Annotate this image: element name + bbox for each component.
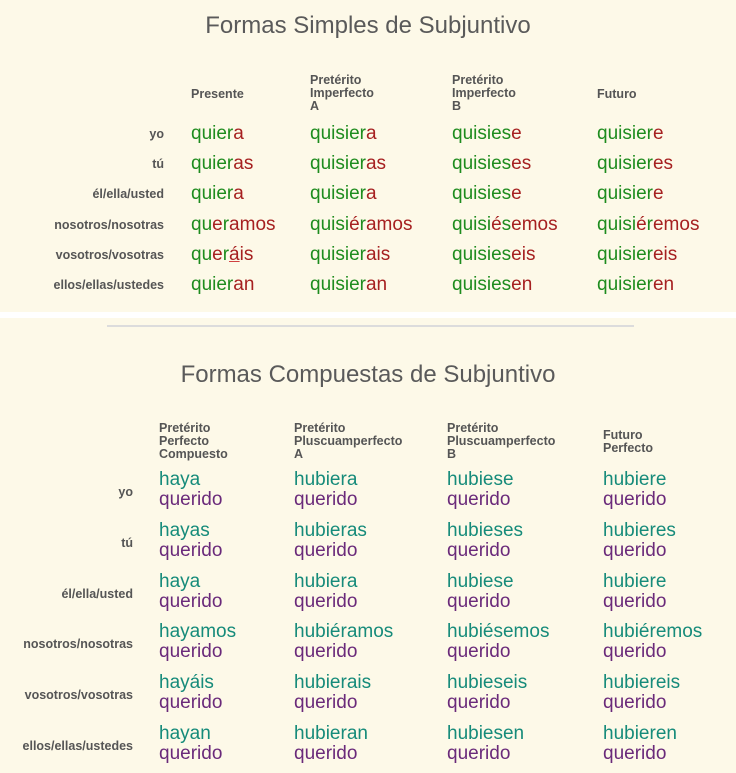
verb-stem: quisier [597,123,653,144]
verb-stem: quisier [310,153,366,175]
verb-form [310,183,377,205]
auxiliary-verb: hubiéramos [294,621,394,643]
auxiliary-verb: haya [159,570,201,592]
simple-forms-title: Formas Simples de Subjuntivo [205,12,531,39]
verb-stem: quisier [310,183,366,205]
participle: querido [159,489,223,510]
verb-ending: as [365,153,387,175]
verb-ending: amos [229,213,276,235]
verb-form [452,153,531,175]
verb-ending: eis [511,243,536,265]
verb-ending: e [511,183,522,205]
verb-ending: en [511,274,533,295]
auxiliary-verb: hubieren [603,723,677,744]
participle: querido [603,743,667,764]
verb-stem: quisies [452,243,512,265]
verb-stem: quier [191,183,234,205]
verb-ending: emos [652,213,700,235]
verb-ending: is [239,243,254,265]
verb-stem: s [501,213,512,235]
header-futuro: Futuro [597,87,637,101]
verb-ending: e [652,123,664,144]
section-divider [107,325,634,327]
participle: querido [294,489,358,510]
pronoun-label: yo [118,485,133,499]
verb-ending: a [233,183,244,205]
verb-form [310,123,377,145]
participle: querido [447,641,511,663]
verb-stem: quisier [597,274,653,295]
auxiliary-verb: hubiese [447,469,514,490]
participle: querido [603,489,667,510]
verb-ending: é [491,213,502,235]
participle: querido [294,692,358,714]
verb-ending: e [212,213,223,235]
participle: querido [159,539,223,561]
auxiliary-verb: hubiereis [603,672,681,694]
verb-ending: e [652,183,664,205]
header-imperfecto-b: Pretérito Imperfecto B [452,73,516,113]
verb-form [191,274,254,296]
auxiliary-verb: hayan [159,723,211,744]
auxiliary-verb: hubiesen [447,723,525,744]
verb-stem: quisier [310,123,366,144]
verb-ending: es [511,153,532,175]
verb-ending: eis [652,243,678,265]
verb-stem: quier [191,274,234,295]
verb-stem: quisi [597,213,637,235]
header-perfecto-compuesto: Pretérito Perfecto Compuesto [159,421,228,461]
verb-ending: a [365,183,377,205]
verb-ending: an [365,274,388,295]
verb-stem: quier [191,123,234,144]
verb-form [597,153,673,175]
verb-form [191,153,253,175]
verb-form [597,244,677,266]
verb-stem: qu [191,243,213,265]
verb-form [452,244,535,266]
auxiliary-verb: hayamos [159,621,237,643]
verb-stem: r [646,213,653,235]
verb-stem: quisi [452,213,492,235]
verb-form [452,274,532,296]
participle: querido [447,590,511,612]
verb-ending: ais [365,243,391,265]
verb-ending: e [212,243,223,265]
header-pluscuamperfecto-a: Pretérito Pluscuamperfecto A [294,421,403,461]
verb-ending: emos [511,213,558,235]
verb-stem: quisier [310,243,366,265]
verb-stem: quisies [452,153,512,175]
pronoun-label: vosotros/vosotras [55,247,164,262]
verb-ending: a [233,123,244,144]
verb-ending: á [229,243,240,265]
verb-stem: quisier [597,153,653,175]
participle: querido [447,743,511,764]
participle: querido [294,743,358,764]
verb-form [597,214,699,236]
verb-form [597,274,674,296]
participle: querido [603,539,667,561]
verb-stem: quisies [452,123,512,144]
participle: querido [294,539,358,561]
verb-ending: as [233,153,254,175]
pronoun-label: tú [121,535,133,550]
verb-stem: quisi [310,213,350,235]
verb-form [310,274,387,296]
auxiliary-verb: haya [159,469,201,490]
auxiliary-verb: hubieses [447,519,524,541]
participle: querido [447,539,511,561]
verb-stem: quisies [452,274,512,295]
participle: querido [447,489,511,510]
pronoun-label: vosotros/vosotras [24,688,133,703]
participle: querido [159,743,223,764]
verb-ending: es [652,153,674,175]
auxiliary-verb: hubierais [294,672,372,694]
verb-form [191,244,253,266]
auxiliary-verb: hubiere [603,469,667,490]
auxiliary-verb: hubieres [603,519,676,541]
verb-form [310,214,412,236]
verb-stem: quisies [452,183,512,205]
auxiliary-verb: hubiéremos [603,621,703,643]
verb-ending: e [511,123,522,144]
pronoun-label: ellos/ellas/ustedes [22,739,133,753]
verb-form [597,123,664,145]
pronoun-label: yo [149,127,164,141]
verb-form [310,153,386,175]
pronoun-label: él/ella/usted [92,187,164,202]
verb-form [452,123,522,145]
header-imperfecto-a: Pretérito Imperfecto A [310,73,374,113]
participle: querido [447,692,511,714]
auxiliary-verb: hubiese [447,570,514,592]
participle: querido [603,641,667,663]
simple-forms-panel [0,0,736,312]
compound-forms-title: Formas Compuestas de Subjuntivo [180,361,556,388]
verb-form [452,183,522,205]
auxiliary-verb: hubiera [294,469,358,490]
verb-stem: quisier [597,183,653,205]
participle: querido [159,692,223,714]
auxiliary-verb: hubiere [603,570,667,592]
participle: querido [159,590,223,612]
pronoun-label: nosotros/nosotras [54,217,164,232]
verb-stem: qu [191,213,213,235]
verb-form [597,183,664,205]
verb-ending: amos [365,213,413,235]
participle: querido [294,641,358,663]
auxiliary-verb: hayas [159,519,210,541]
participle: querido [159,641,223,663]
verb-form [191,214,276,236]
verb-form [310,244,390,266]
auxiliary-verb: hubieran [294,723,368,744]
auxiliary-verb: hubieras [294,519,367,541]
verb-stem: r [222,213,230,235]
header-futuro-perfecto: Futuro Perfecto [603,428,654,455]
auxiliary-verb: hayáis [159,672,214,694]
verb-stem: quier [191,153,234,175]
auxiliary-verb: hubiésemos [447,621,550,643]
verb-ending: an [233,274,255,295]
verb-ending: é [636,213,647,235]
participle: querido [294,590,358,612]
verb-stem: quisier [597,243,653,265]
pronoun-label: nosotros/nosotras [23,637,133,652]
participle: querido [603,692,667,714]
verb-stem: quisier [310,274,366,295]
verb-ending: é [349,213,360,235]
pronoun-label: tú [152,157,164,172]
verb-stem: r [359,213,366,235]
verb-form [191,183,244,205]
header-presente: Presente [191,87,244,101]
verb-form [452,214,558,236]
verb-stem: r [222,243,230,265]
compound-forms-panel [0,318,736,773]
participle: querido [603,590,667,612]
header-pluscuamperfecto-b: Pretérito Pluscuamperfecto B [447,421,556,461]
verb-form [191,123,244,145]
auxiliary-verb: hubiera [294,570,358,592]
verb-ending: a [365,123,377,144]
pronoun-label: él/ella/usted [61,586,133,601]
pronoun-label: ellos/ellas/ustedes [53,278,164,292]
auxiliary-verb: hubieseis [447,672,528,694]
verb-ending: en [652,274,675,295]
